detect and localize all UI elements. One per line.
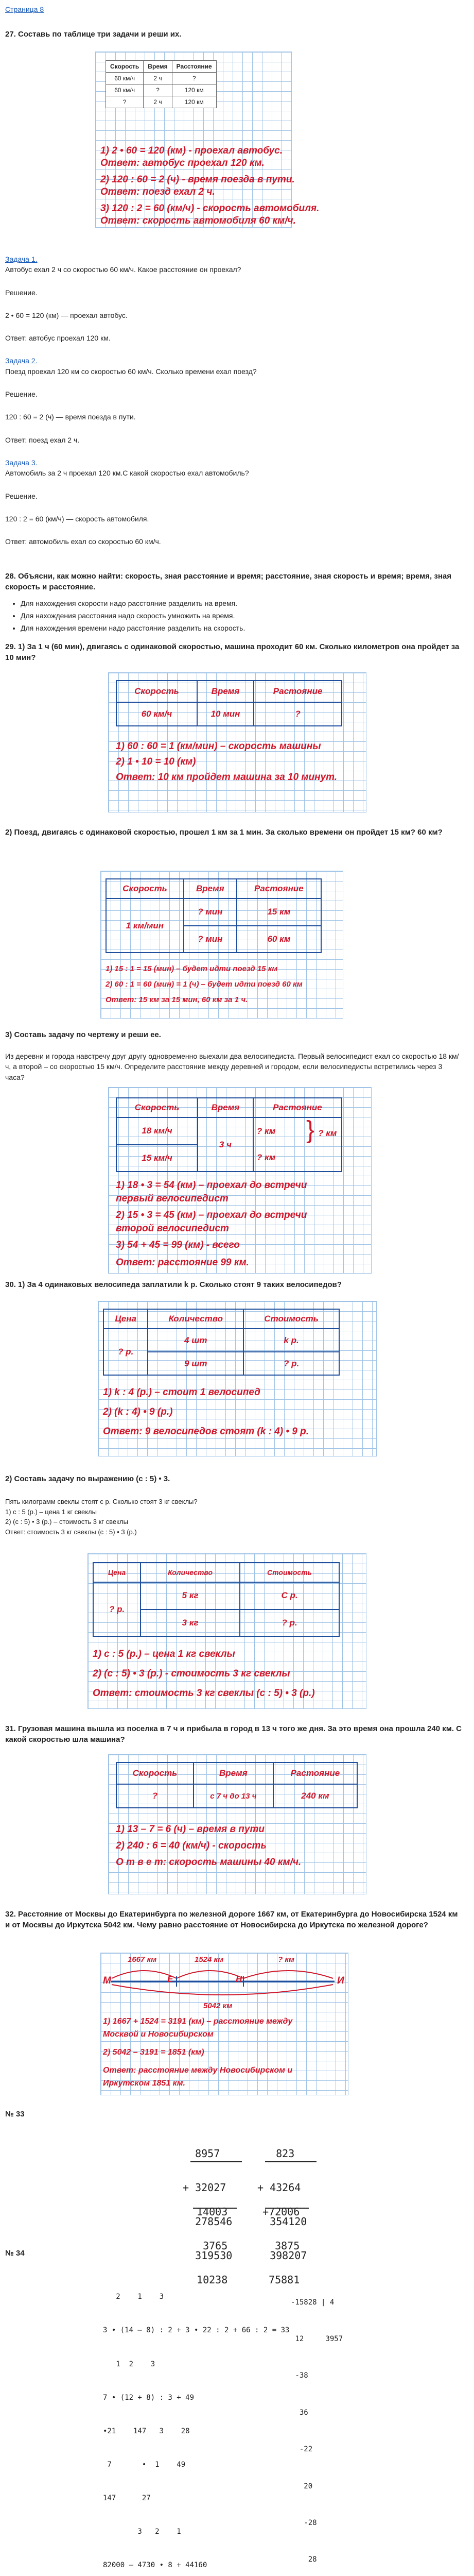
math-line: 7 • (12 + 8) : 3 + 49 — [103, 2393, 195, 2402]
task32-title: 32. Расстояние от Москвы до Екатеринбурга по железной дороге 1667 км, от Екатеринбурга до Новосибирска 1524 км и от Москвы до Иркутска 5042 км. Чему равно расстояние от Новосибирска до Иркутска по железной дороге? — [5, 1910, 458, 1929]
hd-time: Время — [194, 1762, 273, 1784]
z2-answer: Ответ: поезд ехал 2 ч. — [5, 435, 80, 444]
red-line: 1) 13 – 7 = 6 (ч) – время в пути — [116, 1824, 265, 1835]
z1-solution: 2 • 60 = 120 (км) — проехал автобус. — [5, 311, 128, 319]
n34-left — [103, 2269, 289, 2576]
math-line: + 43264 — [257, 2181, 301, 2194]
cell: 2 ч — [144, 73, 172, 84]
hd-dist: Растояние — [254, 681, 342, 702]
red-line: Ответ: поезд ехал 2 ч. — [100, 187, 215, 197]
red-line: Ответ: расстояние между Новосибирском и — [103, 2066, 293, 2075]
red-line: 1) 15 : 1 = 15 (мин) – будет идти поезд 15 км — [106, 964, 278, 973]
cell: 3 ч — [198, 1117, 253, 1172]
cell: ? р. — [93, 1582, 141, 1636]
task30-p2-text — [5, 1497, 198, 1537]
math-line: -22 — [291, 2445, 313, 2454]
text-line: Пять килограмм свеклы стоят с р. Сколько стоят 3 кг свеклы? — [5, 1498, 198, 1505]
red-line: 1) 2 • 60 = 120 (км) - проехал автобус. — [100, 145, 283, 156]
math-line: 28 — [291, 2555, 317, 2564]
red-line: 2) 5042 – 3191 = 1851 (км) — [103, 2048, 204, 2057]
math-line: 3765 — [190, 2240, 228, 2252]
red-line: 2) 120 : 60 = 2 (ч) - время поезда в пути. — [100, 174, 295, 185]
total-distance: ? км — [318, 1128, 337, 1138]
task29-p3-title: 3) Составь задачу по чертежу и реши ее. — [5, 1030, 161, 1039]
red-line: 1) с : 5 (р.) – цена 1 кг свеклы — [93, 1649, 235, 1659]
red-line: Москвой и Новосибирском — [103, 2030, 214, 2039]
cell: ? км — [253, 1145, 342, 1172]
list-item: • Для нахождения расстояния надо скорость умножить на время. — [21, 610, 245, 622]
page-link[interactable]: Страница 8 — [5, 5, 44, 13]
solution-label: Решение. — [5, 288, 38, 297]
hd-time: Время — [198, 1098, 253, 1117]
red-line: 1) k : 4 (р.) – стоит 1 велосипед — [103, 1387, 260, 1398]
math-line: 3 2 1 — [103, 2527, 181, 2536]
math-line: 10238 — [190, 2274, 228, 2286]
hd-speed: Скорость — [116, 681, 197, 702]
math-line: 278546 — [183, 2215, 233, 2228]
sum-bar — [190, 2161, 242, 2162]
cell: ? км — [253, 1117, 342, 1145]
math-line: 2 1 3 — [103, 2293, 164, 2301]
n33-label: № 33 — [5, 2110, 25, 2119]
brace-icon: } — [306, 1116, 315, 1144]
hd-price: Цена — [103, 1309, 148, 1329]
cell: ? мин — [184, 899, 237, 926]
list-item: • Для нахождения скорости надо расстояние разделить на время. — [21, 598, 245, 610]
cell: ? р. — [243, 1352, 339, 1375]
task30-p2-title: 2) Составь задачу по выражению (с : 5) • 3. — [5, 1475, 170, 1483]
math-line: + 32027 — [183, 2181, 226, 2194]
red-line: 1) 1667 + 1524 = 3191 (км) – расстояние между — [103, 2017, 293, 2026]
math-line: 354120 — [257, 2215, 307, 2228]
task27-title: 27. Составь по таблице три задачи и реши их. — [5, 30, 182, 39]
label-total: 5042 км — [203, 2002, 233, 2010]
red-line: 1) 18 • 3 = 54 (км) – проехал до встречи — [116, 1180, 307, 1191]
hd-speed: Скорость — [116, 1098, 198, 1117]
cell: 15 км — [237, 899, 321, 926]
math-line: 3 • (14 – 8) : 2 + 3 • 22 : 2 + 66 : 2 = 33 — [103, 2326, 290, 2335]
math-line: 14003 — [190, 2206, 228, 2218]
header-time: Время — [144, 61, 172, 73]
arc-unknown — [243, 1971, 333, 1978]
red-line: 2) 240 : 6 = 40 (км/ч) - скорость — [116, 1840, 267, 1851]
z2-solution: 120 : 60 = 2 (ч) — время поезда в пути. — [5, 413, 136, 421]
cell: 120 км — [172, 96, 216, 108]
red-line: Ответ: стоимость 3 кг свеклы (с : 5) • 3 (р.) — [93, 1688, 315, 1699]
z3-solution: 120 : 2 = 60 (км/ч) — скорость автомобиля. — [5, 514, 149, 523]
z1-label: Задача 1. — [5, 255, 38, 263]
cell: 5 кг — [141, 1582, 240, 1609]
hd-speed: Скорость — [106, 879, 184, 899]
header-distance: Расстояние — [172, 61, 216, 73]
cell: 60 км/ч — [106, 84, 144, 96]
task31-table — [116, 1762, 358, 1808]
cell: 3 кг — [141, 1609, 240, 1637]
text-line: 1) с : 5 (р.) – цена 1 кг свеклы — [5, 1507, 97, 1516]
cell: 60 км — [237, 926, 321, 953]
hd-dist: Растояние — [253, 1098, 342, 1117]
red-line: Ответ: 15 км за 15 мин, 60 км за 1 ч. — [106, 995, 248, 1004]
sum-bar — [193, 2208, 237, 2209]
cell: 10 мин — [197, 702, 254, 726]
math-line: 7 • 1 49 — [103, 2460, 186, 2469]
task29-p3-text: Из деревни и города навстречу друг другу одновременно выехали два велосипедиста. Первый велосипедист ехал со скоростью 18 км/ч, а второй – со скоростью 15 км/ч. Определите расстояние между деревней и городом, если велосипедисты встретились через 3 часа? — [5, 1052, 459, 1081]
n34-right — [291, 2272, 347, 2576]
red-line: Ответ: 10 км пройдет машина за 10 минут. — [116, 772, 338, 783]
red-line: 3) 54 + 45 = 99 (км) - всего — [116, 1240, 240, 1250]
cell: 15 км/ч — [116, 1145, 198, 1172]
red-line: Ответ: расстояние 99 км. — [116, 1257, 249, 1268]
math-line: •21 147 3 28 — [103, 2427, 190, 2435]
cell: ? — [172, 73, 216, 84]
label-d2: 1524 км — [195, 1955, 224, 1964]
hd-price: Цена — [93, 1563, 141, 1582]
task30-table — [103, 1309, 340, 1376]
cell: 240 км — [273, 1784, 357, 1808]
label-i: И — [337, 1975, 344, 1986]
red-line: 1) 60 : 60 = 1 (км/мин) – скорость машины — [116, 741, 321, 752]
math-line: 82000 – 4730 • 8 + 44160 — [103, 2561, 207, 2569]
cell: 4 шт — [148, 1329, 243, 1352]
cell: ? — [106, 96, 144, 108]
cell: 60 км/ч — [106, 73, 144, 84]
red-line: 3) 120 : 2 = 60 (км/ч) - скорость автомобиля. — [100, 203, 320, 214]
math-line: 8957 — [183, 2147, 220, 2160]
red-line: 2) (k : 4) • 9 (р.) — [103, 1406, 173, 1417]
cell: ? — [116, 1784, 194, 1808]
task27-table — [106, 60, 217, 108]
z1-text: Автобус ехал 2 ч со скоростью 60 км/ч. Какое расстояние он проехал? — [5, 265, 241, 274]
label-m: М — [103, 1975, 111, 1986]
math-line: 20 — [291, 2482, 313, 2490]
hd-time: Время — [184, 879, 237, 899]
label-n: Н — [236, 1974, 242, 1984]
hd-time: Время — [197, 681, 254, 702]
hd-dist: Растояние — [273, 1762, 357, 1784]
red-line: Ответ: автобус проехал 120 км. — [100, 158, 265, 168]
math-line: 319530 — [183, 2249, 233, 2262]
cell: 1 км/мин — [106, 899, 184, 953]
cell: 120 км — [172, 84, 216, 96]
math-line: -28 — [291, 2518, 317, 2527]
arc-1524 — [177, 1971, 243, 1978]
task30-p2-table — [93, 1562, 340, 1637]
task30-title: 30. 1) За 4 одинаковых велосипеда заплатили k р. Сколько стоят 9 таких велосипедов? — [5, 1280, 342, 1289]
sum-bar — [265, 2208, 309, 2209]
cell: с 7 ч до 13 ч — [194, 1784, 273, 1808]
cell: ? р. — [103, 1329, 148, 1375]
hd-cost: Стоимость — [243, 1309, 339, 1329]
task28-title: 28. Объясни, как можно найти: скорость, зная расстояние и время; расстояние, зная скорость и время; время, зная скорость и расстояние. — [5, 572, 451, 591]
task28-list — [9, 598, 245, 634]
hd-cost: Стоимость — [240, 1563, 339, 1582]
red-line: 2) 1 • 10 = 10 (км) — [116, 756, 196, 767]
z3-label: Задача 3. — [5, 458, 38, 467]
math-line: 398207 — [257, 2249, 307, 2262]
solution-label: Решение. — [5, 492, 38, 500]
cell: 18 км/ч — [116, 1117, 198, 1145]
math-line: -15828 | 4 — [291, 2298, 335, 2307]
red-line: О т в е т: скорость машины 40 км/ч. — [116, 1857, 302, 1868]
red-line: 2) 15 • 3 = 45 (км) – проехал до встречи — [116, 1210, 307, 1221]
cell: k р. — [243, 1329, 339, 1352]
sum-bar — [265, 2161, 317, 2162]
list-item: • Для нахождения времени надо расстояние разделить на скорость. — [21, 622, 245, 635]
cell: ? р. — [240, 1609, 339, 1637]
math-line: 75881 — [262, 2274, 300, 2286]
hd-speed: Скорость — [116, 1762, 194, 1784]
math-line: 1 2 3 — [103, 2360, 155, 2368]
math-line: 12 3957 — [291, 2334, 343, 2343]
cell: 60 км/ч — [116, 702, 197, 726]
z1-answer: Ответ: автобус проехал 120 км. — [5, 334, 111, 343]
cell: ? — [144, 84, 172, 96]
task29-table — [116, 680, 342, 726]
solution-label: Решение. — [5, 390, 38, 399]
cell: 9 шт — [148, 1352, 243, 1375]
task31-title: 31. Грузовая машина вышла из поселка в 7 ч и прибыла в город в 13 ч того же дня. За это время она прошла 240 км. С какой скоростью шла машина? — [5, 1724, 462, 1744]
z3-text: Автомобиль за 2 ч проехал 120 км.С какой скоростью ехал автомобиль? — [5, 469, 249, 478]
math-line: 3875 — [262, 2240, 300, 2252]
hd-dist: Растояние — [237, 879, 321, 899]
label-d3: ? км — [278, 1955, 295, 1964]
task29-p2-table — [106, 878, 322, 953]
hd-qty: Количество — [148, 1309, 243, 1329]
math-line: -38 — [291, 2371, 308, 2380]
label-d1: 1667 км — [128, 1955, 157, 1964]
red-line: Ответ: скорость автомобиля 60 км/ч. — [100, 215, 296, 226]
math-line: 147 27 — [103, 2494, 151, 2502]
red-line: второй велосипедист — [116, 1223, 229, 1234]
cell: С р. — [240, 1582, 339, 1609]
n34-label: № 34 — [5, 2249, 25, 2258]
task27-solutions — [5, 254, 463, 547]
red-line: Ответ: 9 велосипедов стоят (k : 4) • 9 р. — [103, 1426, 309, 1437]
text-line: Ответ: стоимость 3 кг свеклы (с : 5) • 3 (р.) — [5, 1528, 137, 1536]
task29-title: 29. 1) За 1 ч (60 мин), двигаясь с одинаковой скоростью, машина проходит 60 км. Сколько километров она пройдет за 10 мин? — [5, 642, 460, 662]
hd-qty: Количество — [141, 1563, 240, 1582]
z2-text: Поезд проехал 120 км со скоростью 60 км/ч. Сколько времени ехал поезд? — [5, 367, 257, 376]
red-line: 2) 60 : 1 = 60 (мин) = 1 (ч) – будет идти поезд 60 км — [106, 980, 303, 989]
arc-total — [112, 1985, 333, 1995]
text-line: 2) (с : 5) • 3 (р.) – стоимость 3 кг свеклы — [5, 1518, 128, 1526]
label-e: Е — [167, 1974, 173, 1984]
z3-answer: Ответ: автомобиль ехал со скоростью 60 км/ч. — [5, 537, 161, 546]
red-line: 2) (с : 5) • 3 (р.) - стоимость 3 кг свеклы — [93, 1668, 290, 1679]
cell: ? — [254, 702, 342, 726]
math-line: 823 — [257, 2147, 295, 2160]
task29-p2-title: 2) Поезд, двигаясь с одинаковой скоростью, прошел 1 км за 1 мин. За сколько времени он пройдет 15 км? 60 км? — [5, 828, 443, 837]
red-line: первый велосипедист — [116, 1193, 229, 1204]
cell: 2 ч — [144, 96, 172, 108]
math-line: 36 — [291, 2408, 308, 2417]
z2-label: Задача 2. — [5, 357, 38, 365]
red-line: Иркутском 1851 км. — [103, 2079, 185, 2088]
math-line: +72006 — [262, 2206, 300, 2218]
cell: ? мин — [184, 926, 237, 953]
header-speed: Скорость — [106, 61, 144, 73]
